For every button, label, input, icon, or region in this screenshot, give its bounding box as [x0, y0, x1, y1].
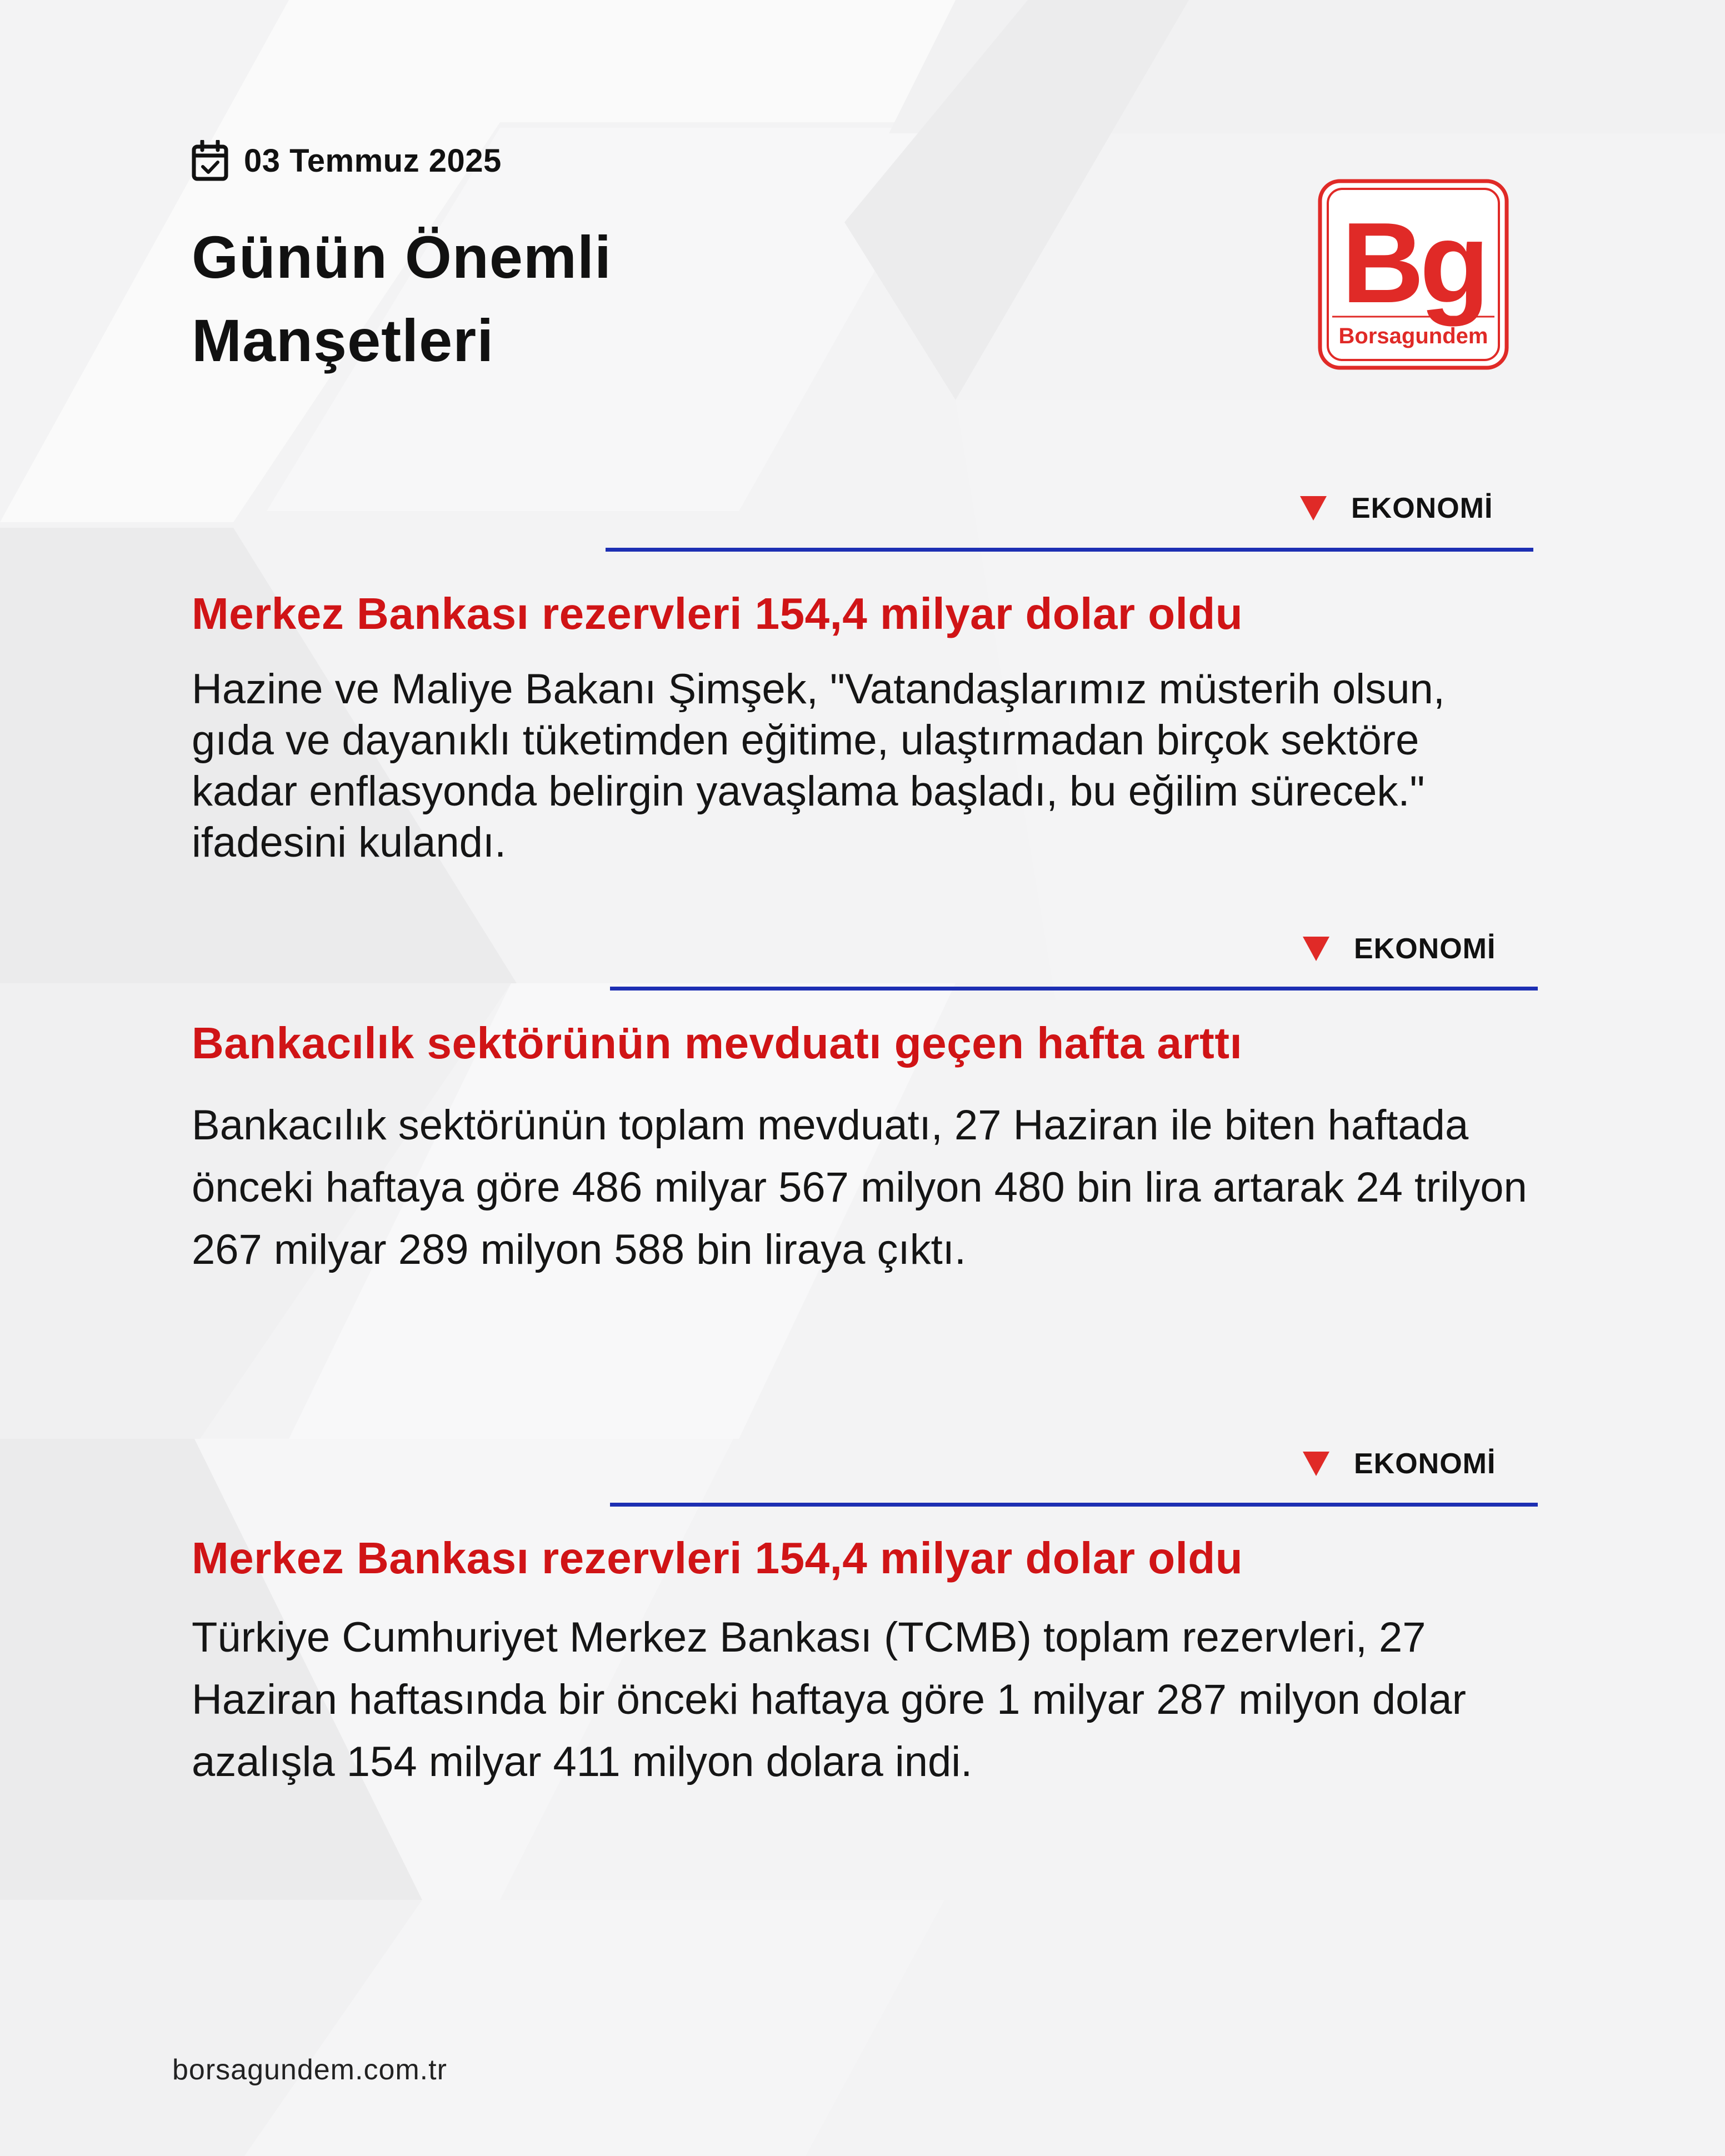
category-label: EKONOMİ	[1351, 492, 1493, 524]
calendar-check-icon	[192, 140, 228, 181]
triangle-down-icon	[1303, 937, 1329, 961]
article-headline[interactable]: Bankacılık sektörünün mevduatı geçen hafta arttı	[192, 1018, 1243, 1068]
article-body: Hazine ve Maliye Bakanı Şimşek, "Vatandaşlarımız müsterih olsun, gıda ve dayanıklı tüketimden eğitime, ulaştırmadan birçok sektöre kadar enflasyonda belirgin yavaşlama başladı, bu eğilim sürecek." ifadesini kulandı.	[192, 666, 1445, 866]
section-divider	[610, 987, 1538, 991]
date-label: 03 Temmuz 2025	[244, 142, 502, 179]
triangle-down-icon	[1300, 496, 1327, 521]
footer-website-link[interactable]: borsagundem.com.tr	[172, 2054, 447, 2086]
section-divider	[610, 1503, 1538, 1507]
triangle-down-icon	[1303, 1452, 1329, 1476]
section-divider	[606, 548, 1533, 552]
category-tag[interactable]	[1303, 932, 1496, 966]
article-body: Bankacılık sektörünün toplam mevduatı, 27 Haziran ile biten haftada önceki haftaya göre 486 milyar 567 milyon 480 bin lira artarak 24 trilyon 267 milyar 289 milyon 588 bin liraya çıktı.	[192, 1102, 1527, 1273]
borsagundem-logo[interactable]	[1318, 179, 1509, 370]
category-tag[interactable]	[1303, 1447, 1496, 1480]
article-body: Türkiye Cumhuriyet Merkez Bankası (TCMB) toplam rezervleri, 27 Haziran haftasında bir önceki haftaya göre 1 milyar 287 milyon dolar azalışla 154 milyar 411 milyon dolara indi.	[192, 1614, 1466, 1785]
logo-mark: Bg	[1341, 199, 1486, 327]
logo-wordmark: Borsagundem	[1338, 324, 1488, 348]
article-headline[interactable]: Merkez Bankası rezervleri 154,4 milyar dolar oldu	[192, 1533, 1243, 1583]
page-title: Günün Önemli Manşetleri	[192, 223, 612, 374]
article-headline[interactable]: Merkez Bankası rezervleri 154,4 milyar dolar oldu	[192, 589, 1243, 638]
date-row	[192, 140, 502, 181]
category-label: EKONOMİ	[1354, 1448, 1496, 1480]
category-label: EKONOMİ	[1354, 933, 1496, 965]
category-tag[interactable]	[1300, 492, 1493, 525]
